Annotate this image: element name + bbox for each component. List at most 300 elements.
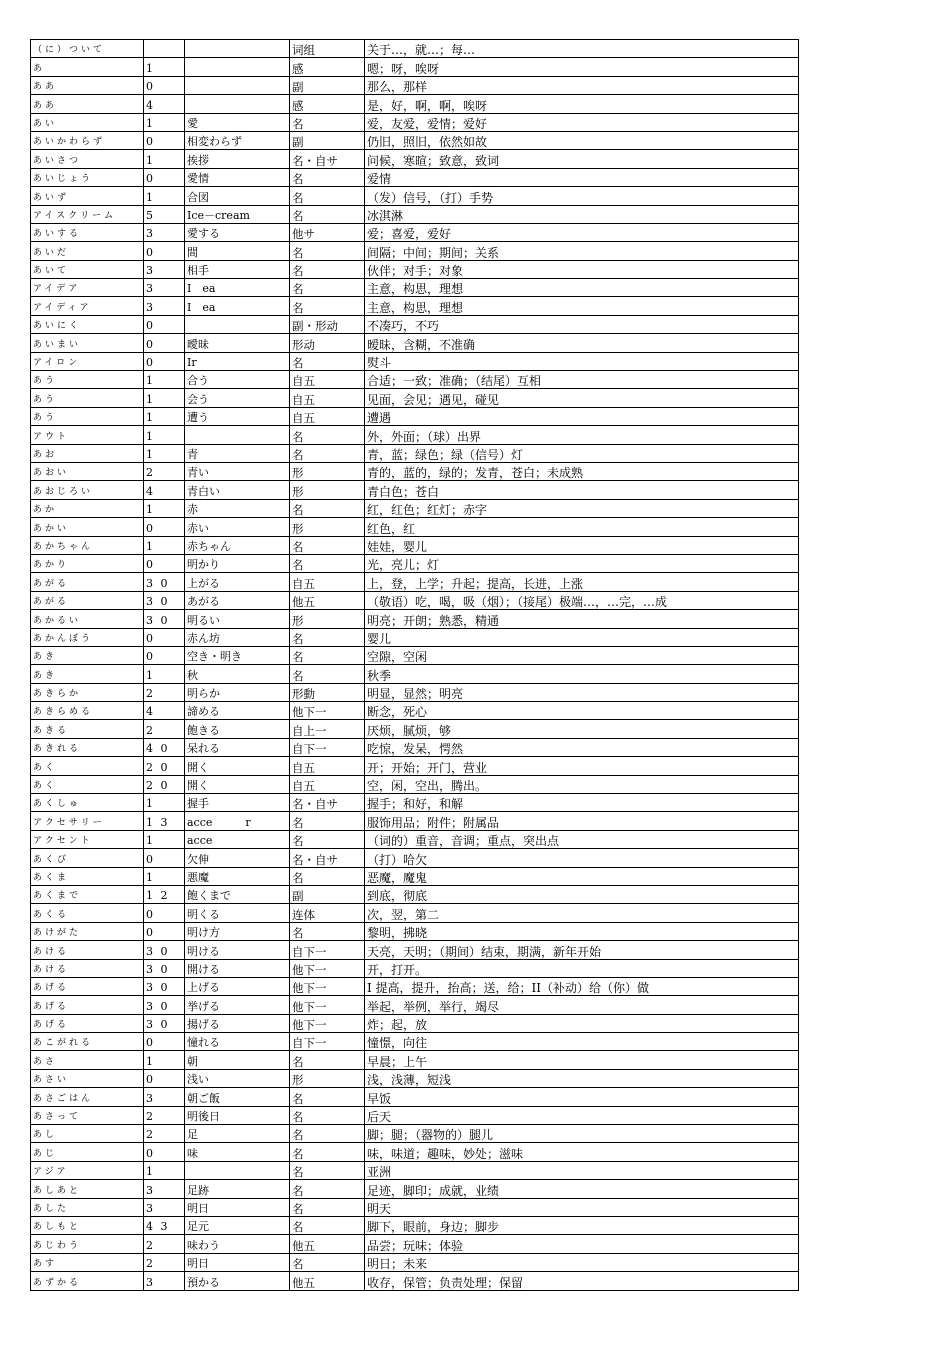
kanji-cell: 足: [185, 1125, 290, 1143]
kanji-cell: 明日: [185, 1253, 290, 1271]
table-row: [31, 168, 799, 186]
kanji-cell: I ea: [185, 297, 290, 315]
reading-cell: あいかわらず: [31, 131, 144, 149]
table-row: [31, 1217, 799, 1235]
part-of-speech-cell: 名: [290, 113, 365, 131]
reading-cell: あく: [31, 775, 144, 793]
accent-cell: 4: [144, 95, 185, 113]
table-row: [31, 885, 799, 903]
accent-cell: 3 0: [144, 610, 185, 628]
kanji-cell: 青: [185, 444, 290, 462]
table-row: [31, 1014, 799, 1032]
reading-cell: あいにく: [31, 315, 144, 333]
accent-cell: 4 0: [144, 738, 185, 756]
table-row: [31, 1198, 799, 1216]
reading-cell: あ: [31, 58, 144, 76]
accent-cell: 1 3: [144, 812, 185, 830]
meaning-cell: 黎明，拂晓: [365, 922, 799, 940]
meaning-cell: 空，闲，空出，腾出。: [365, 775, 799, 793]
kanji-cell: 足跡: [185, 1180, 290, 1198]
table-row: [31, 1051, 799, 1069]
reading-cell: アイディア: [31, 297, 144, 315]
meaning-cell: 光，亮儿；灯: [365, 554, 799, 572]
kanji-cell: 飽きる: [185, 720, 290, 738]
reading-cell: あき: [31, 646, 144, 664]
accent-cell: 4: [144, 702, 185, 720]
accent-cell: 4: [144, 481, 185, 499]
table-row: [31, 1088, 799, 1106]
accent-cell: 0: [144, 922, 185, 940]
part-of-speech-cell: 名: [290, 1180, 365, 1198]
part-of-speech-cell: 形: [290, 610, 365, 628]
meaning-cell: 婴儿: [365, 628, 799, 646]
meaning-cell: 厌烦，腻烦，够: [365, 720, 799, 738]
part-of-speech-cell: 名: [290, 665, 365, 683]
accent-cell: 3 0: [144, 996, 185, 1014]
reading-cell: あじ: [31, 1143, 144, 1161]
part-of-speech-cell: 名: [290, 646, 365, 664]
accent-cell: 1: [144, 1161, 185, 1179]
part-of-speech-cell: 形: [290, 462, 365, 480]
meaning-cell: 品尝；玩味；体验: [365, 1235, 799, 1253]
kanji-cell: 上がる: [185, 573, 290, 591]
reading-cell: あがる: [31, 591, 144, 609]
meaning-cell: 恶魔，魔鬼: [365, 867, 799, 885]
table-row: [31, 812, 799, 830]
reading-cell: あいさつ: [31, 150, 144, 168]
kanji-cell: 明け方: [185, 922, 290, 940]
meaning-cell: 开；开始；开门，营业: [365, 757, 799, 775]
table-row: [31, 260, 799, 278]
accent-cell: 2: [144, 720, 185, 738]
kanji-cell: 空き・明き: [185, 646, 290, 664]
kanji-cell: [185, 1161, 290, 1179]
meaning-cell: 问候，寒暄；致意，致词: [365, 150, 799, 168]
reading-cell: ああ: [31, 95, 144, 113]
kanji-cell: 足元: [185, 1217, 290, 1235]
meaning-cell: 收存，保管；负责处理；保留: [365, 1272, 799, 1290]
part-of-speech-cell: 名: [290, 536, 365, 554]
kanji-cell: 曖昧: [185, 334, 290, 352]
reading-cell: あける: [31, 941, 144, 959]
part-of-speech-cell: 感: [290, 58, 365, 76]
reading-cell: あじわう: [31, 1235, 144, 1253]
table-row: [31, 426, 799, 444]
part-of-speech-cell: 名: [290, 1106, 365, 1124]
table-row: [31, 352, 799, 370]
part-of-speech-cell: 名: [290, 1198, 365, 1216]
reading-cell: あくまで: [31, 885, 144, 903]
accent-cell: 1: [144, 444, 185, 462]
reading-cell: あさ: [31, 1051, 144, 1069]
kanji-cell: 愛情: [185, 168, 290, 186]
meaning-cell: 次，翌，第二: [365, 904, 799, 922]
reading-cell: あいず: [31, 187, 144, 205]
meaning-cell: 暧昧，含糊，不准确: [365, 334, 799, 352]
part-of-speech-cell: 名: [290, 260, 365, 278]
accent-cell: 1: [144, 536, 185, 554]
table-row: [31, 959, 799, 977]
part-of-speech-cell: 名: [290, 867, 365, 885]
accent-cell: 0: [144, 315, 185, 333]
table-row: [31, 996, 799, 1014]
part-of-speech-cell: 名: [290, 187, 365, 205]
meaning-cell: 明显，显然；明亮: [365, 683, 799, 701]
meaning-cell: 脚下，眼前，身边；脚步: [365, 1217, 799, 1235]
reading-cell: あす: [31, 1253, 144, 1271]
reading-cell: あいじょう: [31, 168, 144, 186]
accent-cell: 1 2: [144, 885, 185, 903]
part-of-speech-cell: 名: [290, 1143, 365, 1161]
kanji-cell: 上げる: [185, 977, 290, 995]
kanji-cell: 赤ちゃん: [185, 536, 290, 554]
meaning-cell: 足迹，脚印；成就，业绩: [365, 1180, 799, 1198]
vocabulary-table: [30, 39, 799, 1291]
accent-cell: 1: [144, 665, 185, 683]
accent-cell: 5: [144, 205, 185, 223]
accent-cell: 0: [144, 1143, 185, 1161]
reading-cell: あこがれる: [31, 1033, 144, 1051]
part-of-speech-cell: 他下一: [290, 959, 365, 977]
accent-cell: 3 0: [144, 573, 185, 591]
table-row: [31, 849, 799, 867]
kanji-cell: Ice－cream: [185, 205, 290, 223]
part-of-speech-cell: 自下一: [290, 738, 365, 756]
kanji-cell: 挙げる: [185, 996, 290, 1014]
part-of-speech-cell: 名・自サ: [290, 794, 365, 812]
meaning-cell: 主意，构思，理想: [365, 297, 799, 315]
accent-cell: 3: [144, 223, 185, 241]
reading-cell: あげる: [31, 996, 144, 1014]
table-row: [31, 1253, 799, 1271]
reading-cell: あした: [31, 1198, 144, 1216]
part-of-speech-cell: 连体: [290, 904, 365, 922]
accent-cell: 0: [144, 849, 185, 867]
reading-cell: あさい: [31, 1069, 144, 1087]
kanji-cell: 呆れる: [185, 738, 290, 756]
reading-cell: アイロン: [31, 352, 144, 370]
reading-cell: アイデア: [31, 279, 144, 297]
meaning-cell: 爱情: [365, 168, 799, 186]
reading-cell: あかちゃん: [31, 536, 144, 554]
kanji-cell: 開く: [185, 775, 290, 793]
kanji-cell: 憧れる: [185, 1033, 290, 1051]
accent-cell: 0: [144, 628, 185, 646]
table-row: [31, 76, 799, 94]
meaning-cell: 见面，会见；遇见，碰见: [365, 389, 799, 407]
meaning-cell: 主意，构思，理想: [365, 279, 799, 297]
table-row: [31, 297, 799, 315]
reading-cell: アイスクリーム: [31, 205, 144, 223]
kanji-cell: 相変わらず: [185, 131, 290, 149]
meaning-cell: 合适；一致；准确；（结尾）互相: [365, 371, 799, 389]
accent-cell: 1: [144, 407, 185, 425]
meaning-cell: 到底，彻底: [365, 885, 799, 903]
part-of-speech-cell: 名: [290, 444, 365, 462]
table-row: [31, 665, 799, 683]
accent-cell: 1: [144, 371, 185, 389]
accent-cell: 0: [144, 131, 185, 149]
kanji-cell: 飽くまで: [185, 885, 290, 903]
kanji-cell: [185, 76, 290, 94]
meaning-cell: 举起，举例，举行，竭尽: [365, 996, 799, 1014]
meaning-cell: 脚；腿；（器物的）腿儿: [365, 1125, 799, 1143]
accent-cell: 0: [144, 242, 185, 260]
meaning-cell: 后天: [365, 1106, 799, 1124]
part-of-speech-cell: 他サ: [290, 223, 365, 241]
accent-cell: 0: [144, 334, 185, 352]
table-row: [31, 499, 799, 517]
meaning-cell: 早晨；上午: [365, 1051, 799, 1069]
reading-cell: あしあと: [31, 1180, 144, 1198]
meaning-cell: 明亮；开朗；熟悉，精通: [365, 610, 799, 628]
accent-cell: 2: [144, 1106, 185, 1124]
part-of-speech-cell: 名: [290, 205, 365, 223]
table-row: [31, 481, 799, 499]
reading-cell: あおい: [31, 462, 144, 480]
table-row: [31, 683, 799, 701]
meaning-cell: 憧憬，向往: [365, 1033, 799, 1051]
table-row: [31, 462, 799, 480]
accent-cell: 0: [144, 646, 185, 664]
meaning-cell: 娃娃，婴儿: [365, 536, 799, 554]
reading-cell: アウト: [31, 426, 144, 444]
meaning-cell: （发）信号，（打）手势: [365, 187, 799, 205]
reading-cell: アクセサリー: [31, 812, 144, 830]
part-of-speech-cell: 名・自サ: [290, 150, 365, 168]
table-row: [31, 830, 799, 848]
accent-cell: 0: [144, 554, 185, 572]
table-row: [31, 702, 799, 720]
reading-cell: あしもと: [31, 1217, 144, 1235]
kanji-cell: 明後日: [185, 1106, 290, 1124]
meaning-cell: 断念，死心: [365, 702, 799, 720]
part-of-speech-cell: 名: [290, 1161, 365, 1179]
part-of-speech-cell: 自五: [290, 389, 365, 407]
kanji-cell: 明くる: [185, 904, 290, 922]
accent-cell: 2 0: [144, 775, 185, 793]
kanji-cell: 挨拶: [185, 150, 290, 168]
meaning-cell: 炸；起，放: [365, 1014, 799, 1032]
reading-cell: あいまい: [31, 334, 144, 352]
part-of-speech-cell: 名: [290, 499, 365, 517]
reading-cell: あきれる: [31, 738, 144, 756]
table-row: [31, 131, 799, 149]
meaning-cell: 爱，友爱，爱情；爱好: [365, 113, 799, 131]
accent-cell: 0: [144, 1069, 185, 1087]
kanji-cell: 明かり: [185, 554, 290, 572]
kanji-cell: acce r: [185, 812, 290, 830]
accent-cell: 2: [144, 1235, 185, 1253]
part-of-speech-cell: 名: [290, 242, 365, 260]
reading-cell: あくま: [31, 867, 144, 885]
accent-cell: 0: [144, 904, 185, 922]
accent-cell: 4 3: [144, 1217, 185, 1235]
accent-cell: 2: [144, 1253, 185, 1271]
table-row: [31, 95, 799, 113]
reading-cell: あけがた: [31, 922, 144, 940]
reading-cell: あき: [31, 665, 144, 683]
part-of-speech-cell: 名: [290, 1253, 365, 1271]
reading-cell: あかい: [31, 518, 144, 536]
meaning-cell: 爱；喜爱，爱好: [365, 223, 799, 241]
reading-cell: あいて: [31, 260, 144, 278]
kanji-cell: 明日: [185, 1198, 290, 1216]
meaning-cell: 冰淇淋: [365, 205, 799, 223]
kanji-cell: 味: [185, 1143, 290, 1161]
accent-cell: 3: [144, 297, 185, 315]
kanji-cell: 赤い: [185, 518, 290, 536]
part-of-speech-cell: 自下一: [290, 941, 365, 959]
accent-cell: 3 0: [144, 1014, 185, 1032]
accent-cell: 1: [144, 499, 185, 517]
table-row: [31, 150, 799, 168]
kanji-cell: 間: [185, 242, 290, 260]
reading-cell: あお: [31, 444, 144, 462]
part-of-speech-cell: 名: [290, 279, 365, 297]
kanji-cell: 愛: [185, 113, 290, 131]
meaning-cell: 空隙，空闲: [365, 646, 799, 664]
part-of-speech-cell: 名: [290, 1217, 365, 1235]
table-row: [31, 1143, 799, 1161]
kanji-cell: acce: [185, 830, 290, 848]
table-row: [31, 1272, 799, 1290]
kanji-cell: 欠伸: [185, 849, 290, 867]
accent-cell: 1: [144, 426, 185, 444]
part-of-speech-cell: 名・自サ: [290, 849, 365, 867]
kanji-cell: 朝ご飯: [185, 1088, 290, 1106]
meaning-cell: 外，外面；（球）出界: [365, 426, 799, 444]
accent-cell: 3 0: [144, 941, 185, 959]
meaning-cell: 秋季: [365, 665, 799, 683]
reading-cell: あける: [31, 959, 144, 977]
meaning-cell: 早饭: [365, 1088, 799, 1106]
meaning-cell: 吃惊，发呆，愕然: [365, 738, 799, 756]
part-of-speech-cell: 自五: [290, 573, 365, 591]
meaning-cell: 青的，蓝的，绿的；发青，苍白；未成熟: [365, 462, 799, 480]
meaning-cell: 红，红色；红灯；赤字: [365, 499, 799, 517]
reading-cell: アジア: [31, 1161, 144, 1179]
table-row: [31, 315, 799, 333]
meaning-cell: 嗯；呀，唉呀: [365, 58, 799, 76]
accent-cell: 0: [144, 352, 185, 370]
kanji-cell: I ea: [185, 279, 290, 297]
kanji-cell: [185, 40, 290, 58]
reading-cell: あさって: [31, 1106, 144, 1124]
accent-cell: 1: [144, 1051, 185, 1069]
part-of-speech-cell: 名: [290, 1051, 365, 1069]
kanji-cell: 明らか: [185, 683, 290, 701]
accent-cell: 1: [144, 58, 185, 76]
part-of-speech-cell: 名: [290, 426, 365, 444]
kanji-cell: 浅い: [185, 1069, 290, 1087]
part-of-speech-cell: 副: [290, 885, 365, 903]
table-row: [31, 1180, 799, 1198]
reading-cell: あかり: [31, 554, 144, 572]
kanji-cell: 相手: [185, 260, 290, 278]
part-of-speech-cell: 他五: [290, 1235, 365, 1253]
meaning-cell: （打）哈欠: [365, 849, 799, 867]
table-row: [31, 279, 799, 297]
table-row: [31, 591, 799, 609]
part-of-speech-cell: 自五: [290, 775, 365, 793]
kanji-cell: 揚げる: [185, 1014, 290, 1032]
kanji-cell: Ir: [185, 352, 290, 370]
reading-cell: あいだ: [31, 242, 144, 260]
kanji-cell: 朝: [185, 1051, 290, 1069]
table-row: [31, 922, 799, 940]
meaning-cell: 不凑巧，不巧: [365, 315, 799, 333]
part-of-speech-cell: 副: [290, 76, 365, 94]
reading-cell: アクセント: [31, 830, 144, 848]
accent-cell: 3: [144, 1272, 185, 1290]
part-of-speech-cell: 形动: [290, 334, 365, 352]
table-row: [31, 518, 799, 536]
kanji-cell: 赤: [185, 499, 290, 517]
reading-cell: （に）ついて: [31, 40, 144, 58]
part-of-speech-cell: 自五: [290, 757, 365, 775]
part-of-speech-cell: 自五: [290, 407, 365, 425]
accent-cell: 1: [144, 794, 185, 812]
table-row: [31, 1161, 799, 1179]
accent-cell: 2: [144, 462, 185, 480]
reading-cell: あう: [31, 407, 144, 425]
meaning-cell: 仍旧，照旧，依然如故: [365, 131, 799, 149]
part-of-speech-cell: 他下一: [290, 977, 365, 995]
part-of-speech-cell: 他下一: [290, 702, 365, 720]
kanji-cell: 合う: [185, 371, 290, 389]
table-row: [31, 187, 799, 205]
table-row: [31, 1235, 799, 1253]
part-of-speech-cell: 副: [290, 131, 365, 149]
reading-cell: あくび: [31, 849, 144, 867]
reading-cell: あおじろい: [31, 481, 144, 499]
table-row: [31, 904, 799, 922]
part-of-speech-cell: 自下一: [290, 1033, 365, 1051]
accent-cell: 3: [144, 1180, 185, 1198]
accent-cell: 3 0: [144, 977, 185, 995]
kanji-cell: 秋: [185, 665, 290, 683]
table-row: [31, 775, 799, 793]
accent-cell: 1: [144, 113, 185, 131]
meaning-cell: 味，味道；趣味，妙处；滋味: [365, 1143, 799, 1161]
table-row: [31, 1069, 799, 1087]
table-row: [31, 113, 799, 131]
part-of-speech-cell: 名: [290, 922, 365, 940]
accent-cell: 3: [144, 260, 185, 278]
reading-cell: あげる: [31, 1014, 144, 1032]
meaning-cell: （词的）重音，音调；重点，突出点: [365, 830, 799, 848]
reading-cell: あさごはん: [31, 1088, 144, 1106]
table-row: [31, 242, 799, 260]
reading-cell: あくる: [31, 904, 144, 922]
part-of-speech-cell: 名: [290, 812, 365, 830]
accent-cell: [144, 40, 185, 58]
kanji-cell: 明るい: [185, 610, 290, 628]
kanji-cell: 預かる: [185, 1272, 290, 1290]
table-row: [31, 389, 799, 407]
kanji-cell: [185, 426, 290, 444]
kanji-cell: 遭う: [185, 407, 290, 425]
kanji-cell: 味わう: [185, 1235, 290, 1253]
reading-cell: あかんぼう: [31, 628, 144, 646]
part-of-speech-cell: 他五: [290, 1272, 365, 1290]
part-of-speech-cell: 他下一: [290, 996, 365, 1014]
kanji-cell: [185, 95, 290, 113]
kanji-cell: [185, 315, 290, 333]
table-row: [31, 554, 799, 572]
accent-cell: 2 0: [144, 757, 185, 775]
